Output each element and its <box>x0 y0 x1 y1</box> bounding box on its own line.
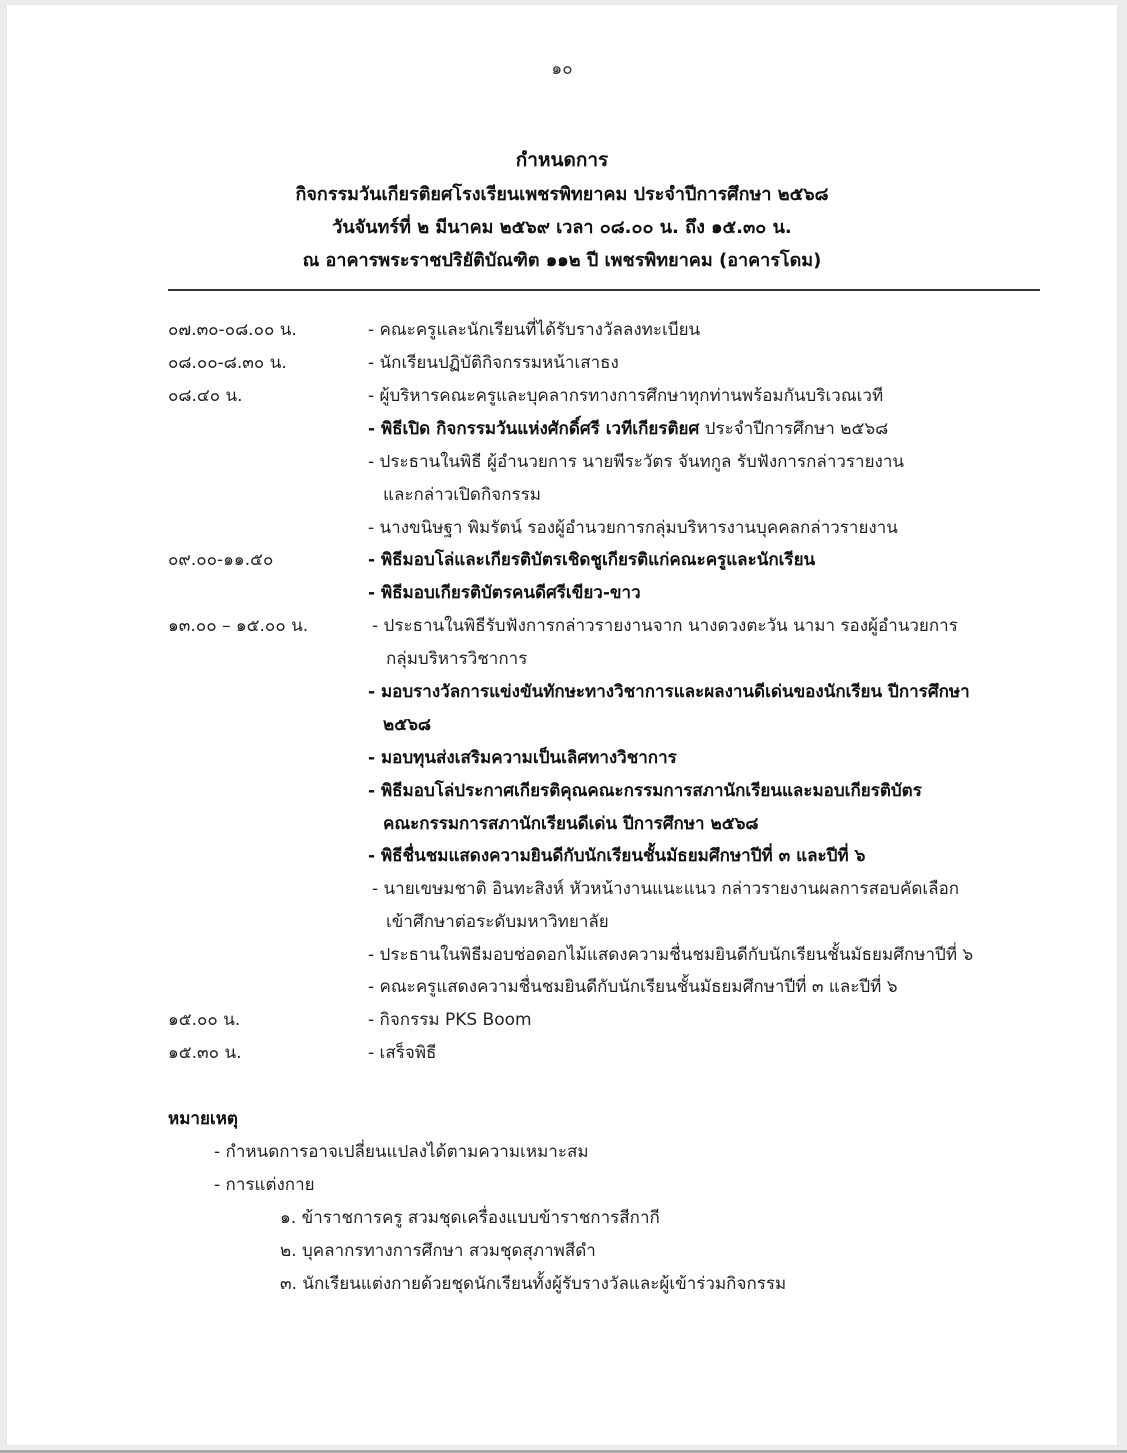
schedule-item-continuation: และกล่าวเปิดกิจกรรม <box>383 485 541 505</box>
schedule-item-regular-part: ประจำปีการศึกษา ๒๕๖๘ <box>699 419 889 439</box>
schedule-time: ๑๓.๐๐ – ๑๕.๐๐ น. <box>168 616 309 636</box>
schedule-time: ๑๕.๐๐ น. <box>168 1010 241 1030</box>
schedule-item: - พิธีชื่นชมแสดงความยินดีกับนักเรียนชั้นมัธยมศึกษาปีที่ ๓ และปีที่ ๖ <box>368 846 866 866</box>
schedule-time: ๐๗.๓๐-๐๘.๐๐ น. <box>168 320 297 340</box>
page-number: ๑๐ <box>551 59 573 79</box>
document-page <box>7 5 1117 1445</box>
schedule-item: - กิจกรรม PKS Boom <box>368 1010 532 1030</box>
schedule-item: - คณะครูและนักเรียนที่ได้รับรางวัลลงทะเบียน <box>368 320 701 340</box>
schedule-item-continuation: ๒๕๖๘ <box>383 715 431 735</box>
schedule-item: - นางขนิษฐา พิมรัตน์ รองผู้อำนวยการกลุ่มบริหารงานบุคคลกล่าวรายงาน <box>368 518 898 538</box>
note-item: - การแต่งกาย <box>214 1175 315 1195</box>
schedule-item: - มอบทุนส่งเสริมความเป็นเลิศทางวิชาการ <box>368 748 677 768</box>
schedule-time: ๐๘.๐๐-๘.๓๐ น. <box>168 353 287 373</box>
schedule-item-opening-ceremony <box>368 415 888 442</box>
schedule-item-continuation: เข้าศึกษาต่อระดับมหาวิทยาลัย <box>386 912 609 932</box>
schedule-item: - ประธานในพิธี ผู้อำนวยการ นายพีระวัตร จันทกูล รับฟังการกล่าวรายงาน <box>368 452 905 472</box>
schedule-time: ๐๘.๔๐ น. <box>168 386 243 406</box>
schedule-item: - นักเรียนปฏิบัติกิจกรรมหน้าเสาธง <box>368 353 619 373</box>
schedule-time: ๐๙.๐๐-๑๑.๕๐ <box>168 550 274 570</box>
note-item: - กำหนดการอาจเปลี่ยนแปลงได้ตามความเหมาะสม <box>214 1142 589 1162</box>
schedule-item: - เสร็จพิธี <box>368 1043 437 1063</box>
schedule-item: - พิธีมอบโล่และเกียรติบัตรเชิดชูเกียรติแก่คณะครูและนักเรียน <box>368 550 816 570</box>
schedule-item-continuation: กลุ่มบริหารวิชาการ <box>386 649 528 669</box>
event-date-line: วันจันทร์ที่ ๒ มีนาคม ๒๕๖๙ เวลา ๐๘.๐๐ น. ถึง ๑๕.๓๐ น. <box>332 217 792 238</box>
schedule-item: - พิธีมอบโล่ประกาศเกียรติคุณคณะกรรมการสภานักเรียนและมอบเกียรติบัตร <box>368 781 922 801</box>
event-subtitle: กิจกรรมวันเกียรติยศโรงเรียนเพชรพิทยาคม ประจำปีการศึกษา ๒๕๖๘ <box>295 184 829 205</box>
dress-code-item: ๑. ข้าราชการครู สวมชุดเครื่องแบบข้าราชการสีกากี <box>280 1208 660 1228</box>
header-divider <box>168 289 1040 291</box>
dress-code-item: ๓. นักเรียนแต่งกายด้วยชุดนักเรียนทั้งผู้รับรางวัลและผู้เข้าร่วมกิจกรรม <box>280 1274 787 1294</box>
schedule-item: - คณะครูแสดงความชื่นชมยินดีกับนักเรียนชั้นมัธยมศึกษาปีที่ ๓ และปีที่ ๖ <box>368 977 898 997</box>
schedule-item: - ประธานในพิธีรับฟังการกล่าวรายงานจาก นางดวงตะวัน นามา รองผู้อำนวยการ <box>372 616 958 636</box>
schedule-item: - ประธานในพิธีมอบช่อดอกไม้แสดงความชื่นชมยินดีกับนักเรียนชั้นมัธยมศึกษาปีที่ ๖ <box>368 945 974 965</box>
event-venue-line: ณ อาคารพระราชปริยัติบัณฑิต ๑๑๒ ปี เพชรพิทยาคม (อาคารโดม) <box>302 250 822 271</box>
schedule-item-continuation: คณะกรรมการสภานักเรียนดีเด่น ปีการศึกษา ๒๕๖๘ <box>383 814 759 834</box>
schedule-item: - พิธีมอบเกียรติบัตรคนดีศรีเขียว-ขาว <box>368 583 641 603</box>
schedule-item: - มอบรางวัลการแข่งขันทักษะทางวิชาการและผลงานดีเด่นของนักเรียน ปีการศึกษา <box>368 682 970 702</box>
document-title: กำหนดการ <box>515 149 609 171</box>
schedule-item: - ผู้บริหารคณะครูและบุคลากรทางการศึกษาทุกท่านพร้อมกันบริเวณเวที <box>368 386 884 406</box>
dress-code-item: ๒. บุคลากรทางการศึกษา สวมชุดสุภาพสีดำ <box>280 1241 596 1261</box>
schedule-time: ๑๕.๓๐ น. <box>168 1043 242 1063</box>
schedule-item-bold-part: - พิธีเปิด กิจกรรมวันแห่งศักดิ์ศรี เวทีเกียรติยศ <box>368 419 700 439</box>
schedule-item: - นายเขษมชาติ อินทะสิงห์ หัวหน้างานแนะแนว กล่าวรายงานผลการสอบคัดเลือก <box>372 879 960 899</box>
notes-title: หมายเหตุ <box>168 1109 238 1129</box>
